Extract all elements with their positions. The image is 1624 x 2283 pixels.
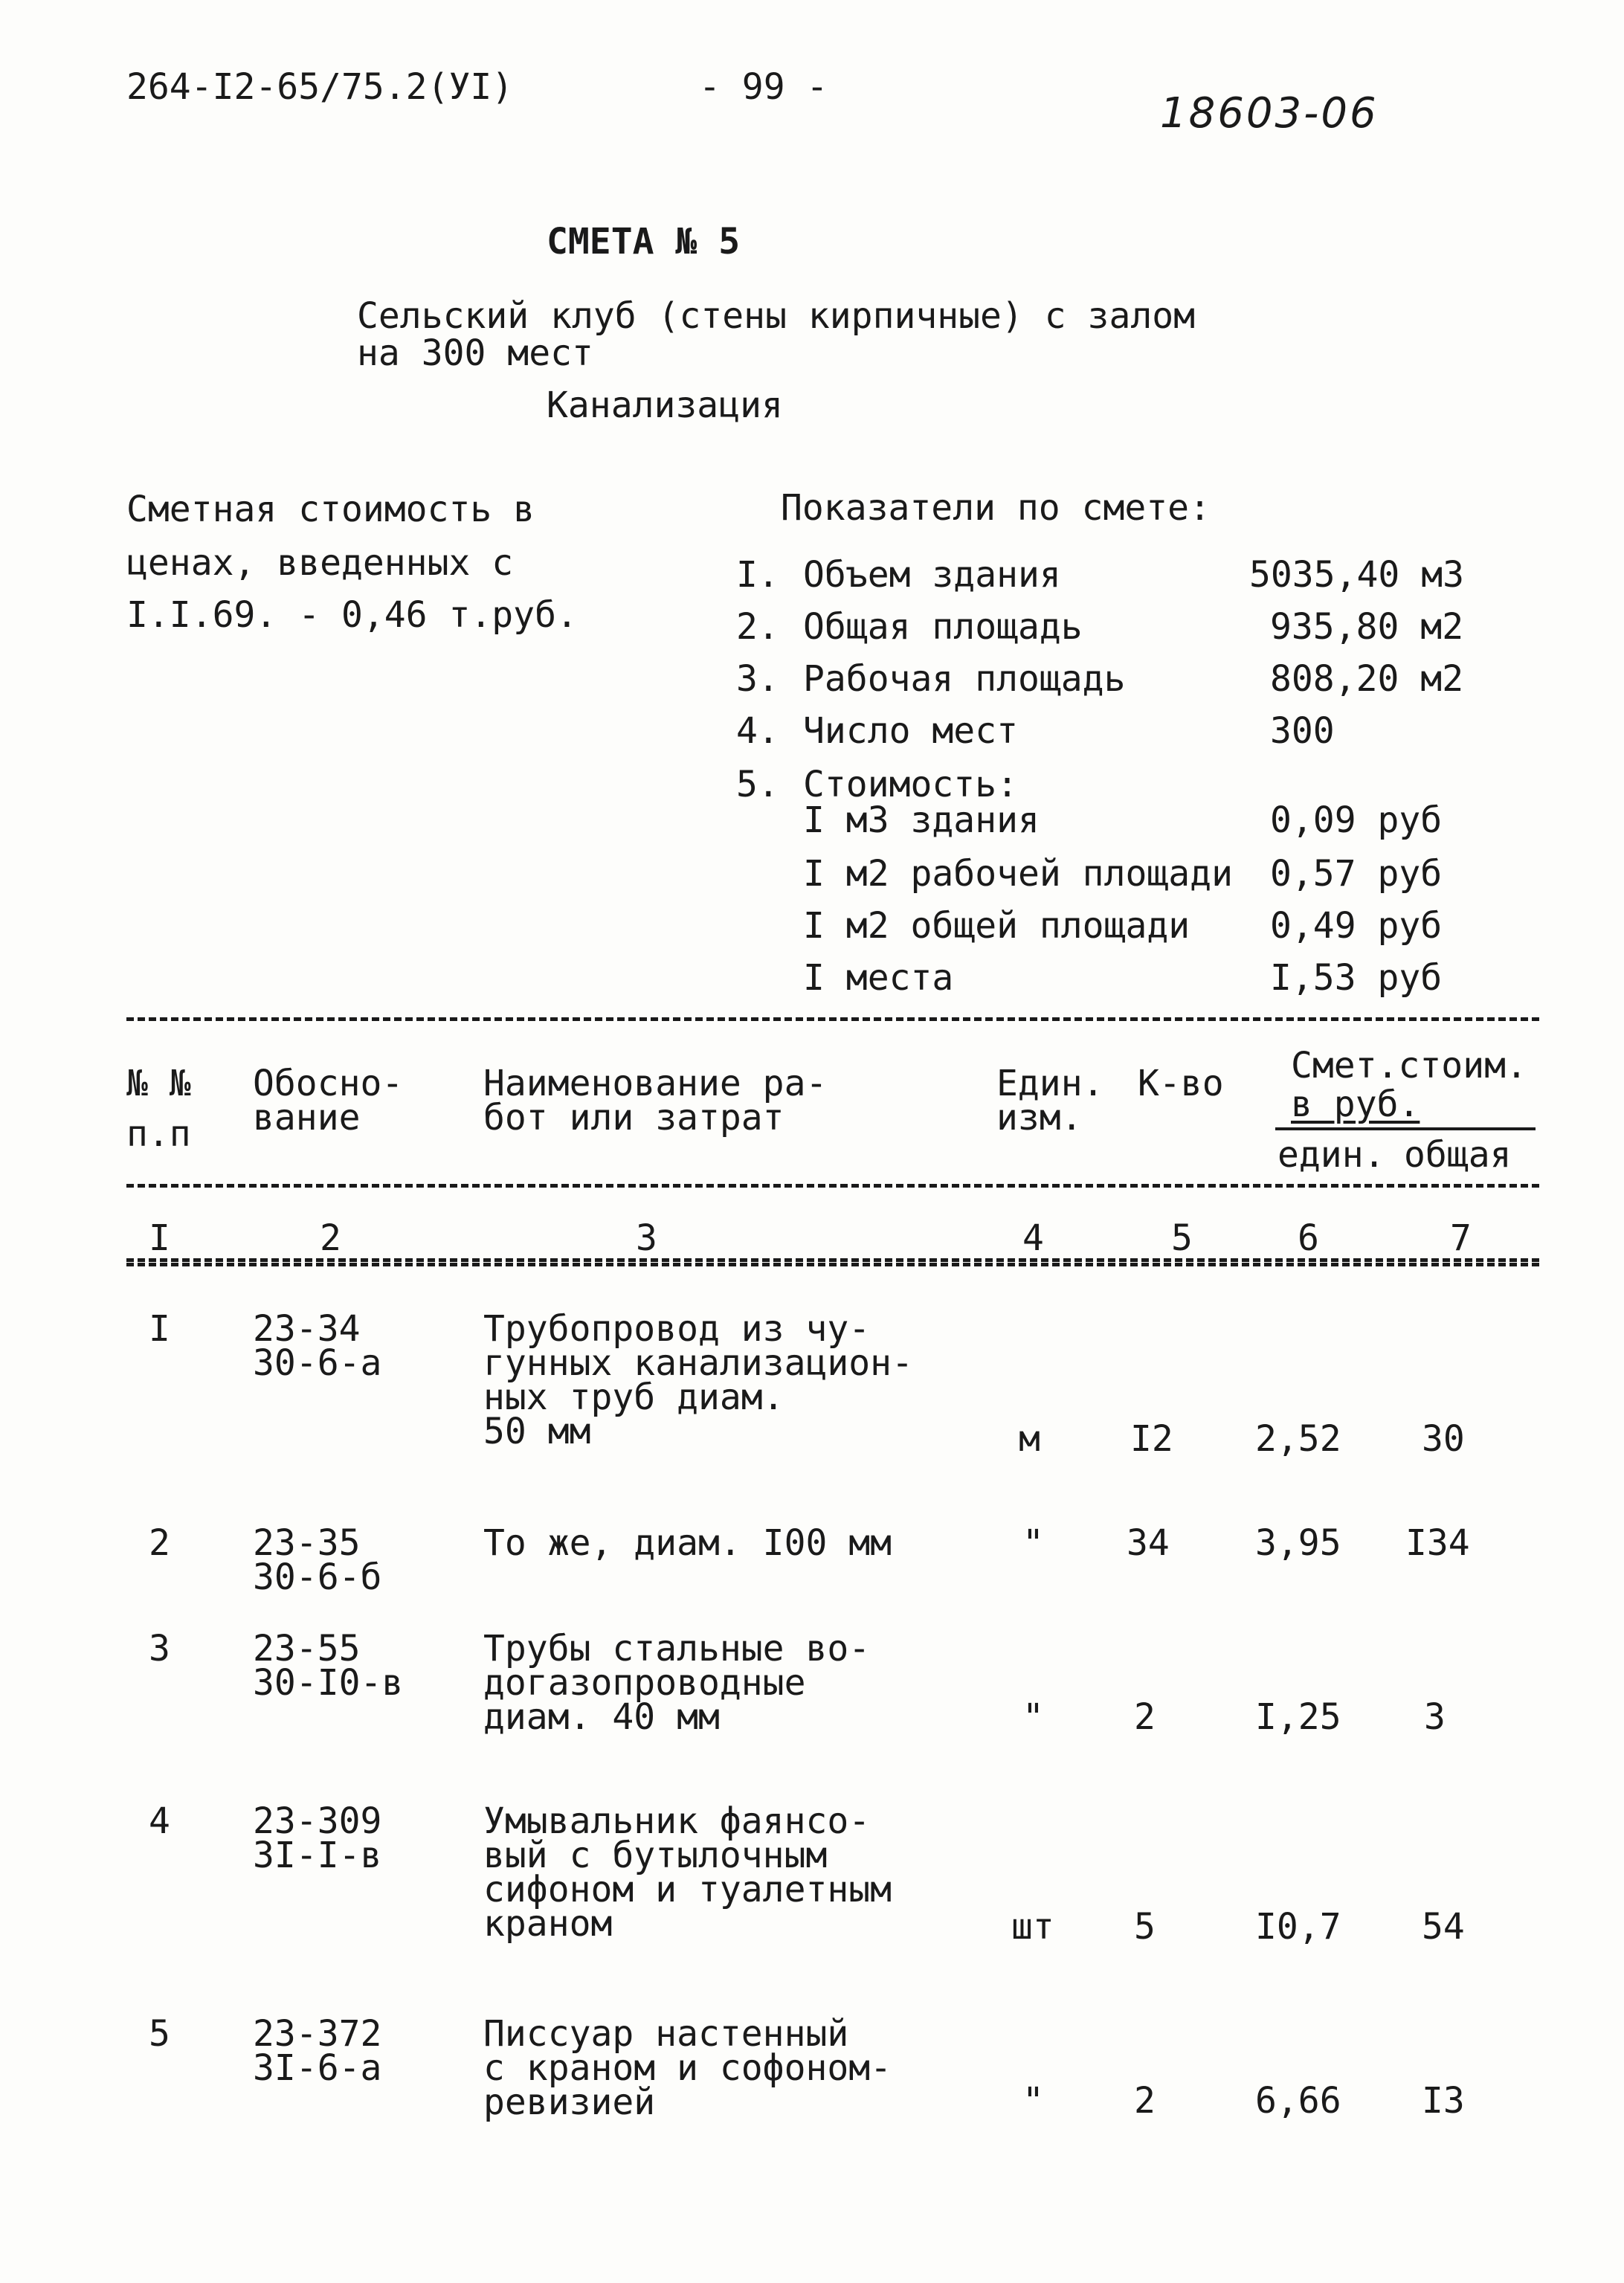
row-basis: 3I-6-а [253, 2047, 382, 2089]
indicator-label: I м2 рабочей площади [803, 853, 1233, 895]
row-unit: " [1022, 1696, 1044, 1738]
indicator-label: I места [803, 957, 954, 999]
indicator-number: 3. [736, 658, 779, 700]
header-name: Наименование ра- [483, 1063, 828, 1104]
header-num: № № [126, 1063, 191, 1104]
column-number: 7 [1450, 1217, 1472, 1259]
row-name: краном [483, 1903, 613, 1945]
header-cost-unit: един. [1277, 1134, 1385, 1176]
cost-note-line3: I.I.69. - 0,46 т.руб. [126, 594, 578, 636]
row-total: 3 [1424, 1696, 1446, 1738]
indicator-label: Рабочая площадь [803, 658, 1126, 700]
row-number: I [149, 1308, 170, 1350]
header-cost: Смет.стоим. [1291, 1045, 1527, 1086]
row-name: диам. 40 мм [483, 1696, 720, 1738]
object-name-line1: Сельский клуб (стены кирпичные) с залом [357, 295, 1196, 337]
column-number: 3 [636, 1217, 657, 1259]
indicator-value: 0,49 руб [1270, 905, 1443, 947]
row-basis: 23-34 [253, 1308, 361, 1350]
indicator-value: 935,80 м2 [1270, 606, 1464, 648]
handwritten-number: 18603-06 [1160, 89, 1379, 138]
page-number: - 99 - [699, 66, 828, 108]
row-basis: 30-6-б [253, 1556, 382, 1598]
header-unit: изм. [996, 1097, 1083, 1139]
divider-line [126, 1184, 1539, 1188]
indicators-heading: Показатели по смете: [781, 487, 1211, 529]
row-name: сифоном и туалетным [483, 1869, 892, 1910]
row-basis: 3I-I-в [253, 1835, 382, 1876]
row-quantity: 2 [1134, 1696, 1156, 1738]
row-total: I3 [1422, 2080, 1465, 2122]
row-number: 2 [149, 1522, 170, 1564]
column-number: 2 [320, 1217, 341, 1259]
indicator-value: 300 [1270, 710, 1335, 752]
row-basis: 23-55 [253, 1628, 361, 1669]
header-num: п.п [126, 1113, 191, 1155]
row-number: 3 [149, 1628, 170, 1669]
row-unit-cost: 3,95 [1255, 1522, 1341, 1564]
header-basis: Обосно- [253, 1063, 404, 1104]
row-quantity: 34 [1127, 1522, 1170, 1564]
column-number: 6 [1298, 1217, 1319, 1259]
divider-line [126, 1017, 1539, 1021]
estimate-title: СМЕТА № 5 [547, 221, 741, 263]
row-basis: 23-309 [253, 1800, 382, 1842]
row-unit: " [1022, 2080, 1044, 2122]
header-underline [1275, 1127, 1536, 1130]
header-cost: в руб. [1291, 1083, 1420, 1125]
indicator-label: I м2 общей площади [803, 905, 1190, 947]
row-total: 54 [1422, 1906, 1465, 1948]
row-unit-cost: I,25 [1255, 1696, 1341, 1738]
row-unit: шт [1011, 1906, 1054, 1948]
row-name: ревизией [483, 2081, 656, 2123]
column-number: 5 [1171, 1217, 1193, 1259]
section-title: Канализация [547, 384, 783, 426]
row-basis: 23-372 [253, 2013, 382, 2055]
indicator-value: 0,57 руб [1270, 853, 1443, 895]
row-name: с краном и софоном- [483, 2047, 892, 2089]
indicator-label: I м3 здания [803, 799, 1040, 841]
row-total: I34 [1405, 1522, 1470, 1564]
row-total: 30 [1422, 1418, 1465, 1460]
indicator-number: I. [736, 554, 779, 596]
row-name: вый с бутылочным [483, 1835, 828, 1876]
indicator-value: 5035,40 м3 [1249, 554, 1464, 596]
header-cost-total: общая [1404, 1134, 1512, 1176]
column-number: 4 [1022, 1217, 1044, 1259]
row-unit-cost: I0,7 [1255, 1906, 1341, 1948]
indicator-label: Объем здания [803, 554, 1061, 596]
cost-note-line2: ценах, введенных с [126, 542, 514, 584]
row-name: Трубы стальные во- [483, 1628, 871, 1669]
row-basis: 30-I0-в [253, 1662, 404, 1704]
row-name: догазопроводные [483, 1662, 806, 1704]
indicator-value: I,53 руб [1270, 957, 1443, 999]
header-name: бот или затрат [483, 1097, 784, 1139]
column-number: I [149, 1217, 170, 1259]
divider-line [126, 1263, 1539, 1266]
row-quantity: I2 [1130, 1418, 1173, 1460]
row-unit-cost: 2,52 [1255, 1418, 1341, 1460]
row-quantity: 2 [1134, 2080, 1156, 2122]
row-unit: " [1022, 1522, 1044, 1564]
row-unit-cost: 6,66 [1255, 2080, 1341, 2122]
row-name: 50 мм [483, 1411, 591, 1452]
row-name: Писсуар настенный [483, 2013, 849, 2055]
row-number: 5 [149, 2013, 170, 2055]
header-basis: вание [253, 1097, 361, 1139]
row-name: гунных канализацион- [483, 1342, 913, 1384]
divider-line [126, 1258, 1539, 1262]
row-quantity: 5 [1134, 1906, 1156, 1948]
indicator-number: 2. [736, 606, 779, 648]
indicator-label: Число мест [803, 710, 1018, 752]
object-name-line2: на 300 мест [357, 332, 593, 374]
indicator-value: 0,09 руб [1270, 799, 1443, 841]
row-basis: 30-6-а [253, 1342, 382, 1384]
document-code: 264-I2-65/75.2(УI) [126, 66, 514, 108]
row-name: ных труб диам. [483, 1376, 784, 1418]
row-number: 4 [149, 1800, 170, 1842]
indicator-number: 4. [736, 710, 779, 752]
header-unit: Един. [996, 1063, 1104, 1104]
row-unit: м [1019, 1418, 1040, 1460]
cost-note-line1: Сметная стоимость в [126, 489, 535, 530]
row-basis: 23-35 [253, 1522, 361, 1564]
cost-per-unit-heading: Стоимость: [803, 764, 1018, 805]
header-quantity: К-во [1138, 1063, 1224, 1104]
row-name: Трубопровод из чу- [483, 1308, 871, 1350]
indicator-number: 5. [736, 764, 779, 805]
indicator-value: 808,20 м2 [1270, 658, 1464, 700]
row-name: То же, диам. I00 мм [483, 1522, 892, 1564]
row-name: Умывальник фаянсо- [483, 1800, 871, 1842]
indicator-label: Общая площадь [803, 606, 1083, 648]
